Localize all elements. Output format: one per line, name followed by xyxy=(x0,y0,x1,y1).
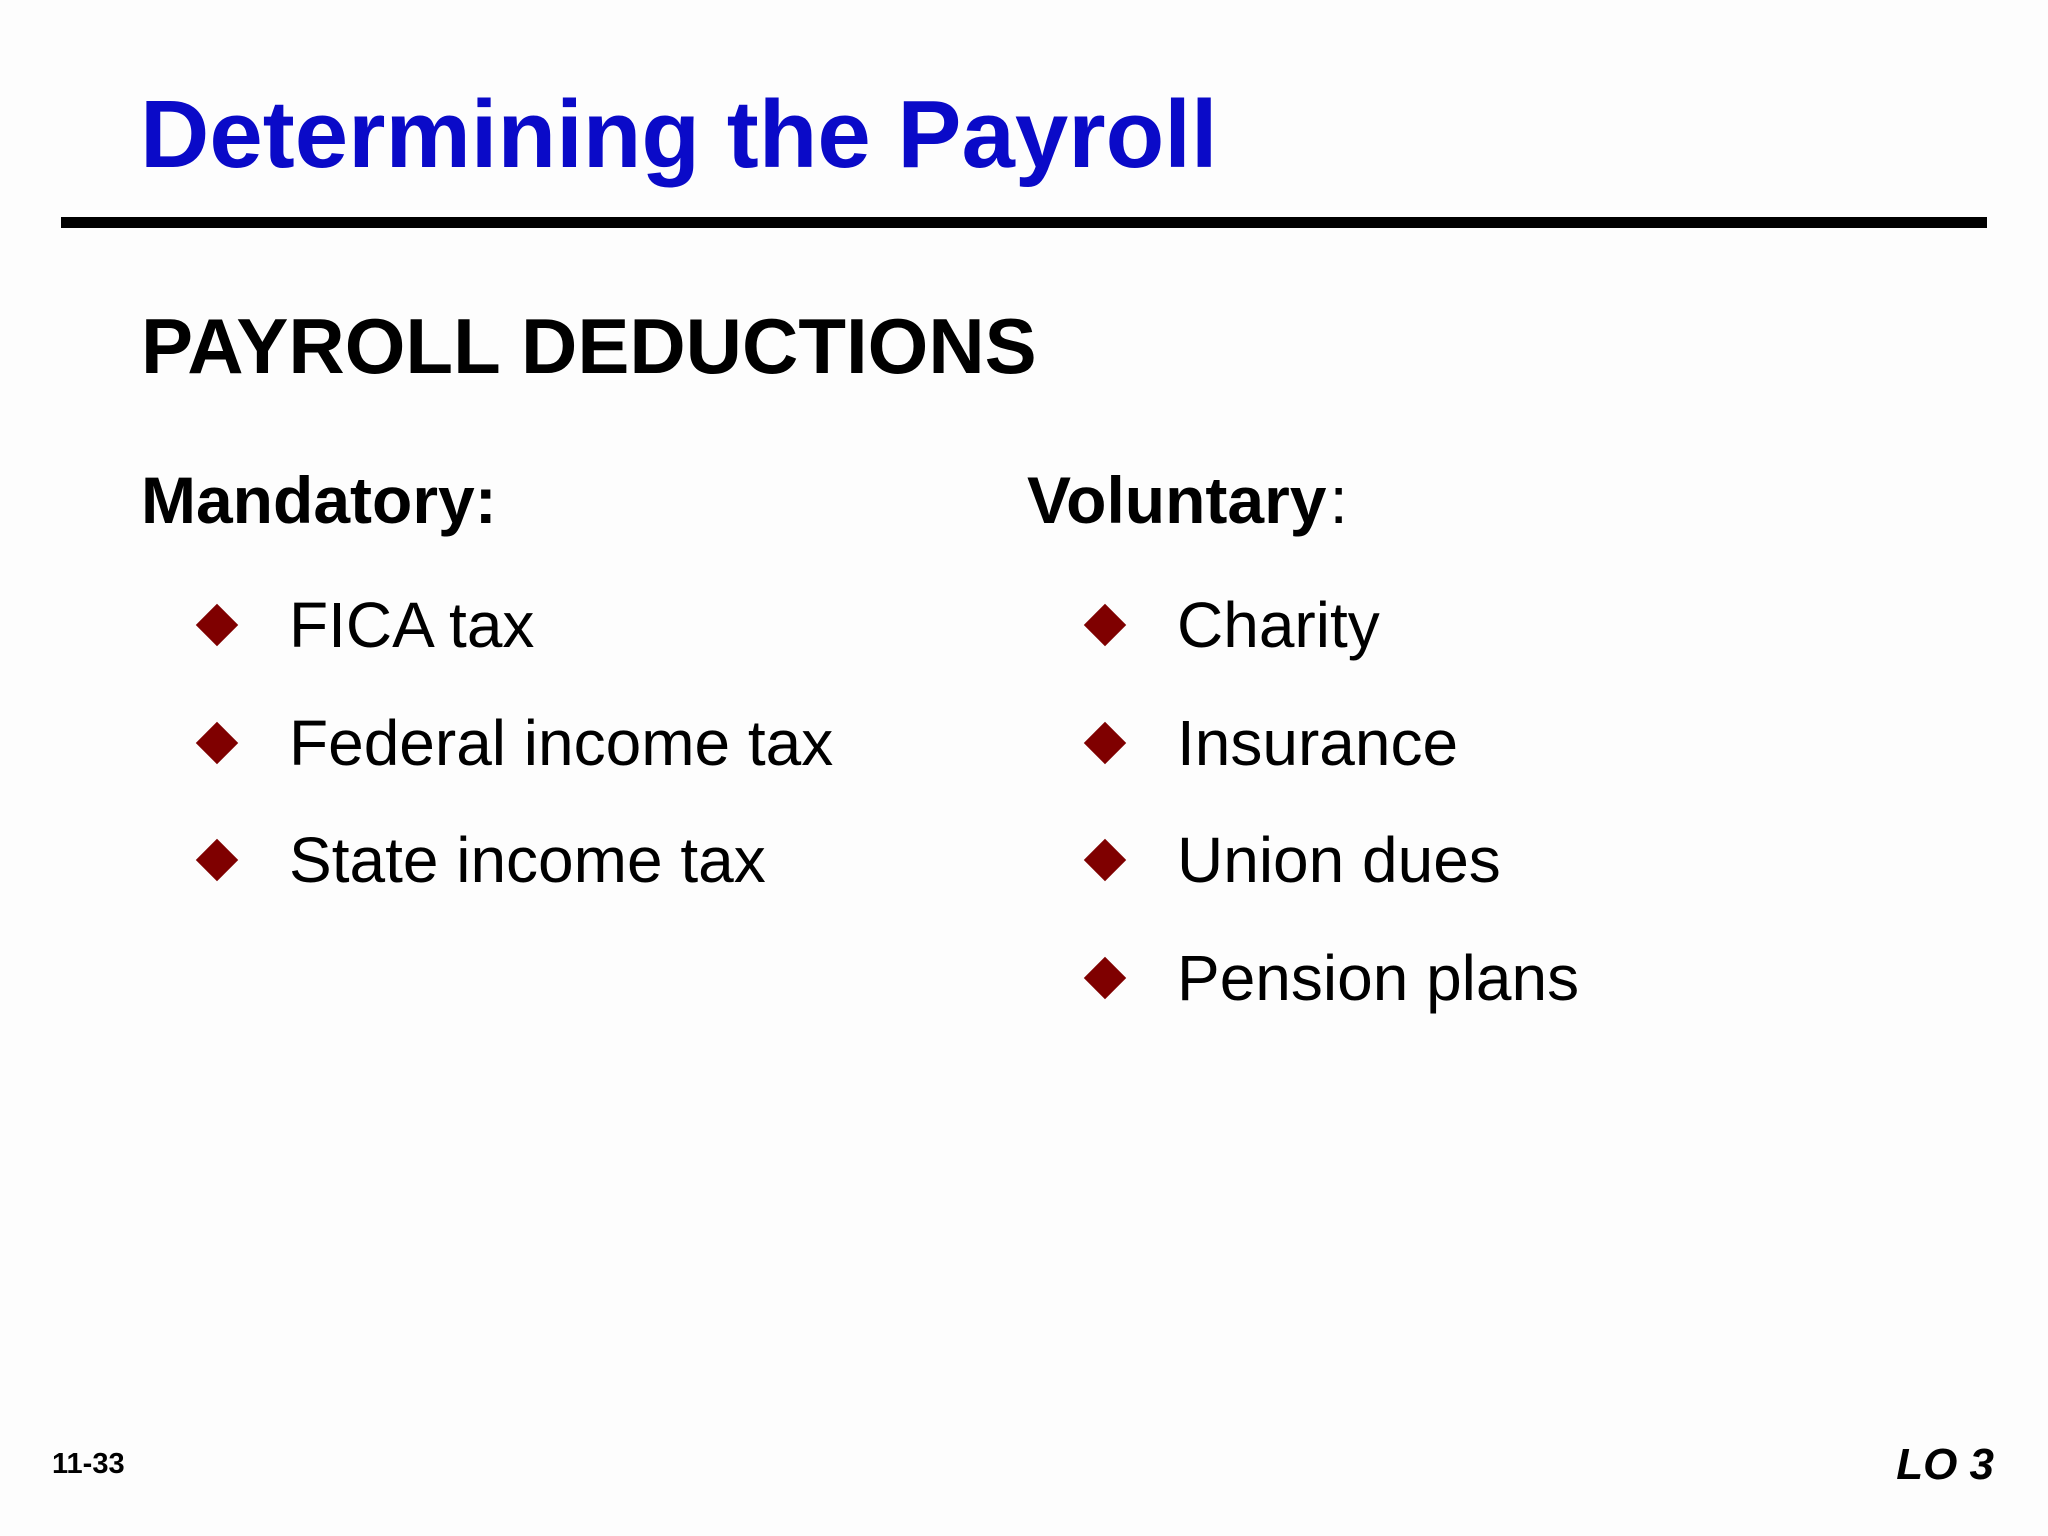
list-item-text: State income tax xyxy=(289,823,766,896)
voluntary-heading-label: Voluntary xyxy=(1027,463,1327,537)
diamond-bullet-icon xyxy=(1084,604,1126,646)
voluntary-heading-colon: : xyxy=(1329,463,1348,537)
list-item-text: Charity xyxy=(1177,588,1380,661)
list-item-text: Pension plans xyxy=(1177,941,1580,1014)
diamond-bullet-icon xyxy=(1084,722,1126,764)
list-item-text: Federal income tax xyxy=(289,706,834,779)
section-heading: PAYROLL DEDUCTIONS xyxy=(141,302,1037,390)
learning-objective-label: LO 3 xyxy=(1896,1440,1994,1489)
list-item-text: FICA tax xyxy=(289,588,535,661)
list-item xyxy=(1084,938,1579,1018)
mandatory-heading: Mandatory: xyxy=(141,463,497,537)
list-item xyxy=(1084,820,1501,900)
list-item xyxy=(1084,585,1380,665)
list-item xyxy=(1084,703,1458,783)
diamond-bullet-icon xyxy=(1084,839,1126,881)
diamond-bullet-icon xyxy=(196,722,238,764)
voluntary-heading xyxy=(1027,464,1348,537)
list-item xyxy=(196,585,534,665)
diamond-bullet-icon xyxy=(196,839,238,881)
list-item-text: Insurance xyxy=(1177,706,1459,779)
list-item xyxy=(196,703,833,783)
title-divider xyxy=(61,217,1987,228)
list-item-text: Union dues xyxy=(1177,823,1501,896)
slide-title: Determining the Payroll xyxy=(140,81,1218,188)
diamond-bullet-icon xyxy=(196,604,238,646)
diamond-bullet-icon xyxy=(1084,957,1126,999)
list-item xyxy=(196,820,766,900)
slide-number: 11-33 xyxy=(52,1448,125,1480)
